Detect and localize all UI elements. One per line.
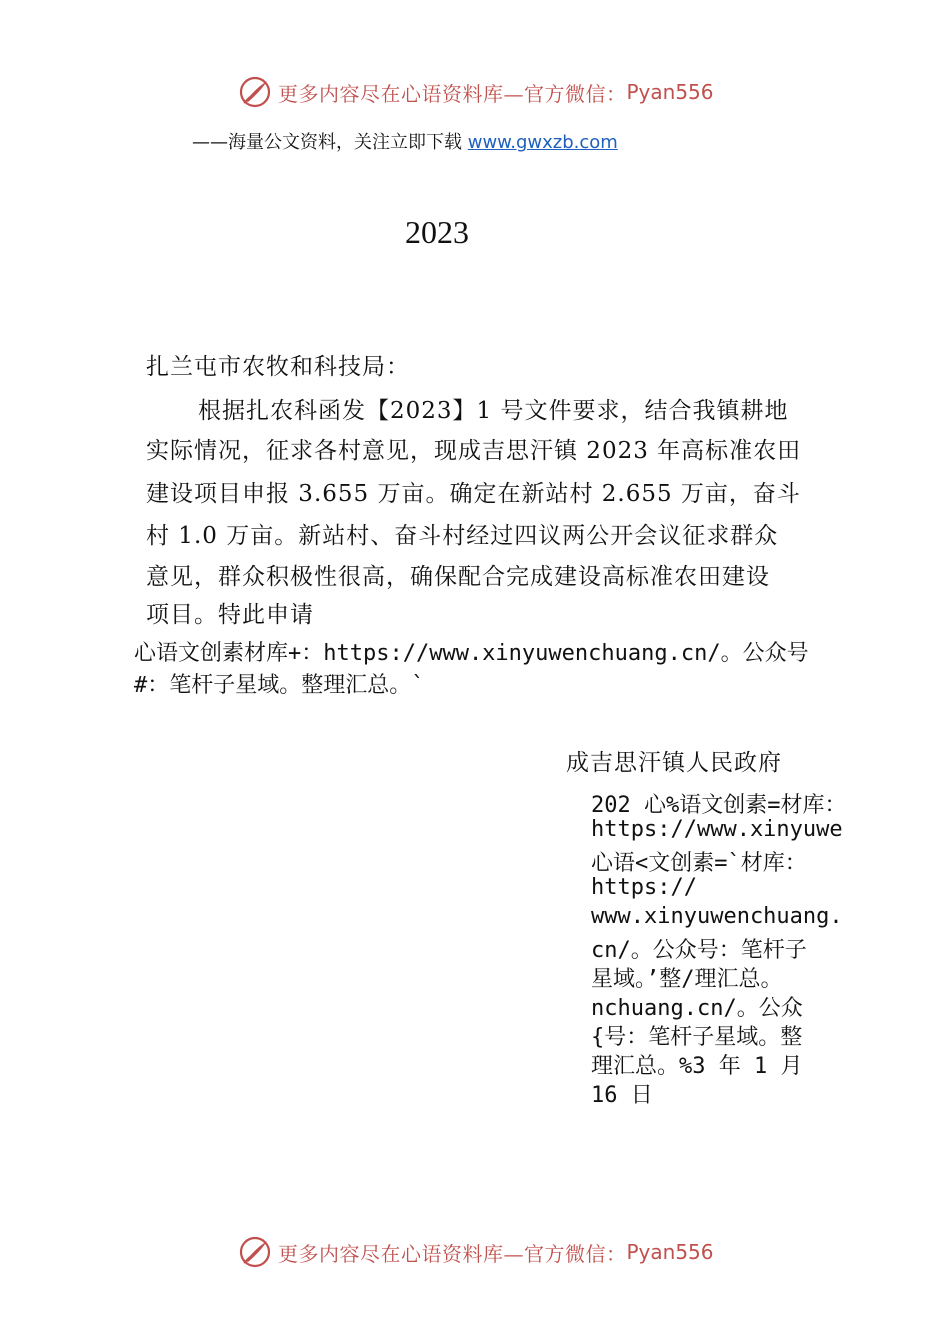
date-block-line: 星域。’整/理汇总。 (591, 967, 783, 992)
quill-logo-icon (238, 1235, 272, 1269)
paragraph-line: 项目。特此申请 (146, 602, 314, 628)
watermark-line: 心语文创素材库+：https://www.xinyuwenchuang.cn/。公众号 (134, 641, 809, 666)
header-banner (238, 74, 714, 110)
date-block-line: https:// (591, 875, 697, 900)
date-block-line: 心语<文创素=`材库： (591, 851, 807, 876)
date-block-line: https://www.xinyuwe (591, 817, 843, 842)
date-block-line: {号：笔杆子星域。整 (591, 1025, 803, 1050)
subheader (192, 128, 618, 154)
document-title: 2023 (405, 214, 469, 250)
paragraph-line: 建设项目申报 3.655 万亩。确定在新站村 2.655 万亩，奋斗 (146, 481, 801, 507)
signature-org: 成吉思汗镇人民政府 (566, 750, 782, 776)
banner-text: 更多内容尽在心语资料库—官方微信： (278, 81, 627, 106)
date-block-line: 16 日 (591, 1083, 653, 1108)
quill-logo-icon (238, 75, 272, 109)
date-block-line: nchuang.cn/。公众 (591, 996, 803, 1021)
paragraph-line: 村 1.0 万亩。新站村、奋斗村经过四议两公开会议征求群众 (146, 523, 779, 549)
paragraph-line: 意见，群众积极性很高，确保配合完成建设高标准农田建设 (146, 564, 770, 590)
download-link[interactable]: www.gwxzb.com (467, 132, 618, 153)
footer-banner (238, 1234, 714, 1270)
date-block-line: cn/。公众号：笔杆子 (591, 938, 807, 963)
banner-text: 更多内容尽在心语资料库—官方微信： (278, 1241, 627, 1266)
paragraph-line: 实际情况，征求各村意见，现成吉思汗镇 2023 年高标准农田 (146, 438, 802, 464)
watermark-line: #：笔杆子星域。整理汇总。` (134, 673, 425, 698)
addressee: 扎兰屯市农牧和科技局： (146, 354, 410, 380)
banner-wechat-id: Pyan556 (626, 1240, 714, 1264)
date-block-line: 202 心%语文创素=材库： (591, 793, 847, 818)
banner-wechat-id: Pyan556 (626, 80, 714, 104)
subheader-text: ——海量公文资料，关注立即下载 (192, 132, 468, 153)
date-block-line: 理汇总。%3 年 1 月 (591, 1054, 803, 1079)
paragraph-line: 根据扎农科函发【2023】1 号文件要求，结合我镇耕地 (198, 398, 789, 424)
date-block-line: www.xinyuwenchuang. (591, 904, 843, 929)
